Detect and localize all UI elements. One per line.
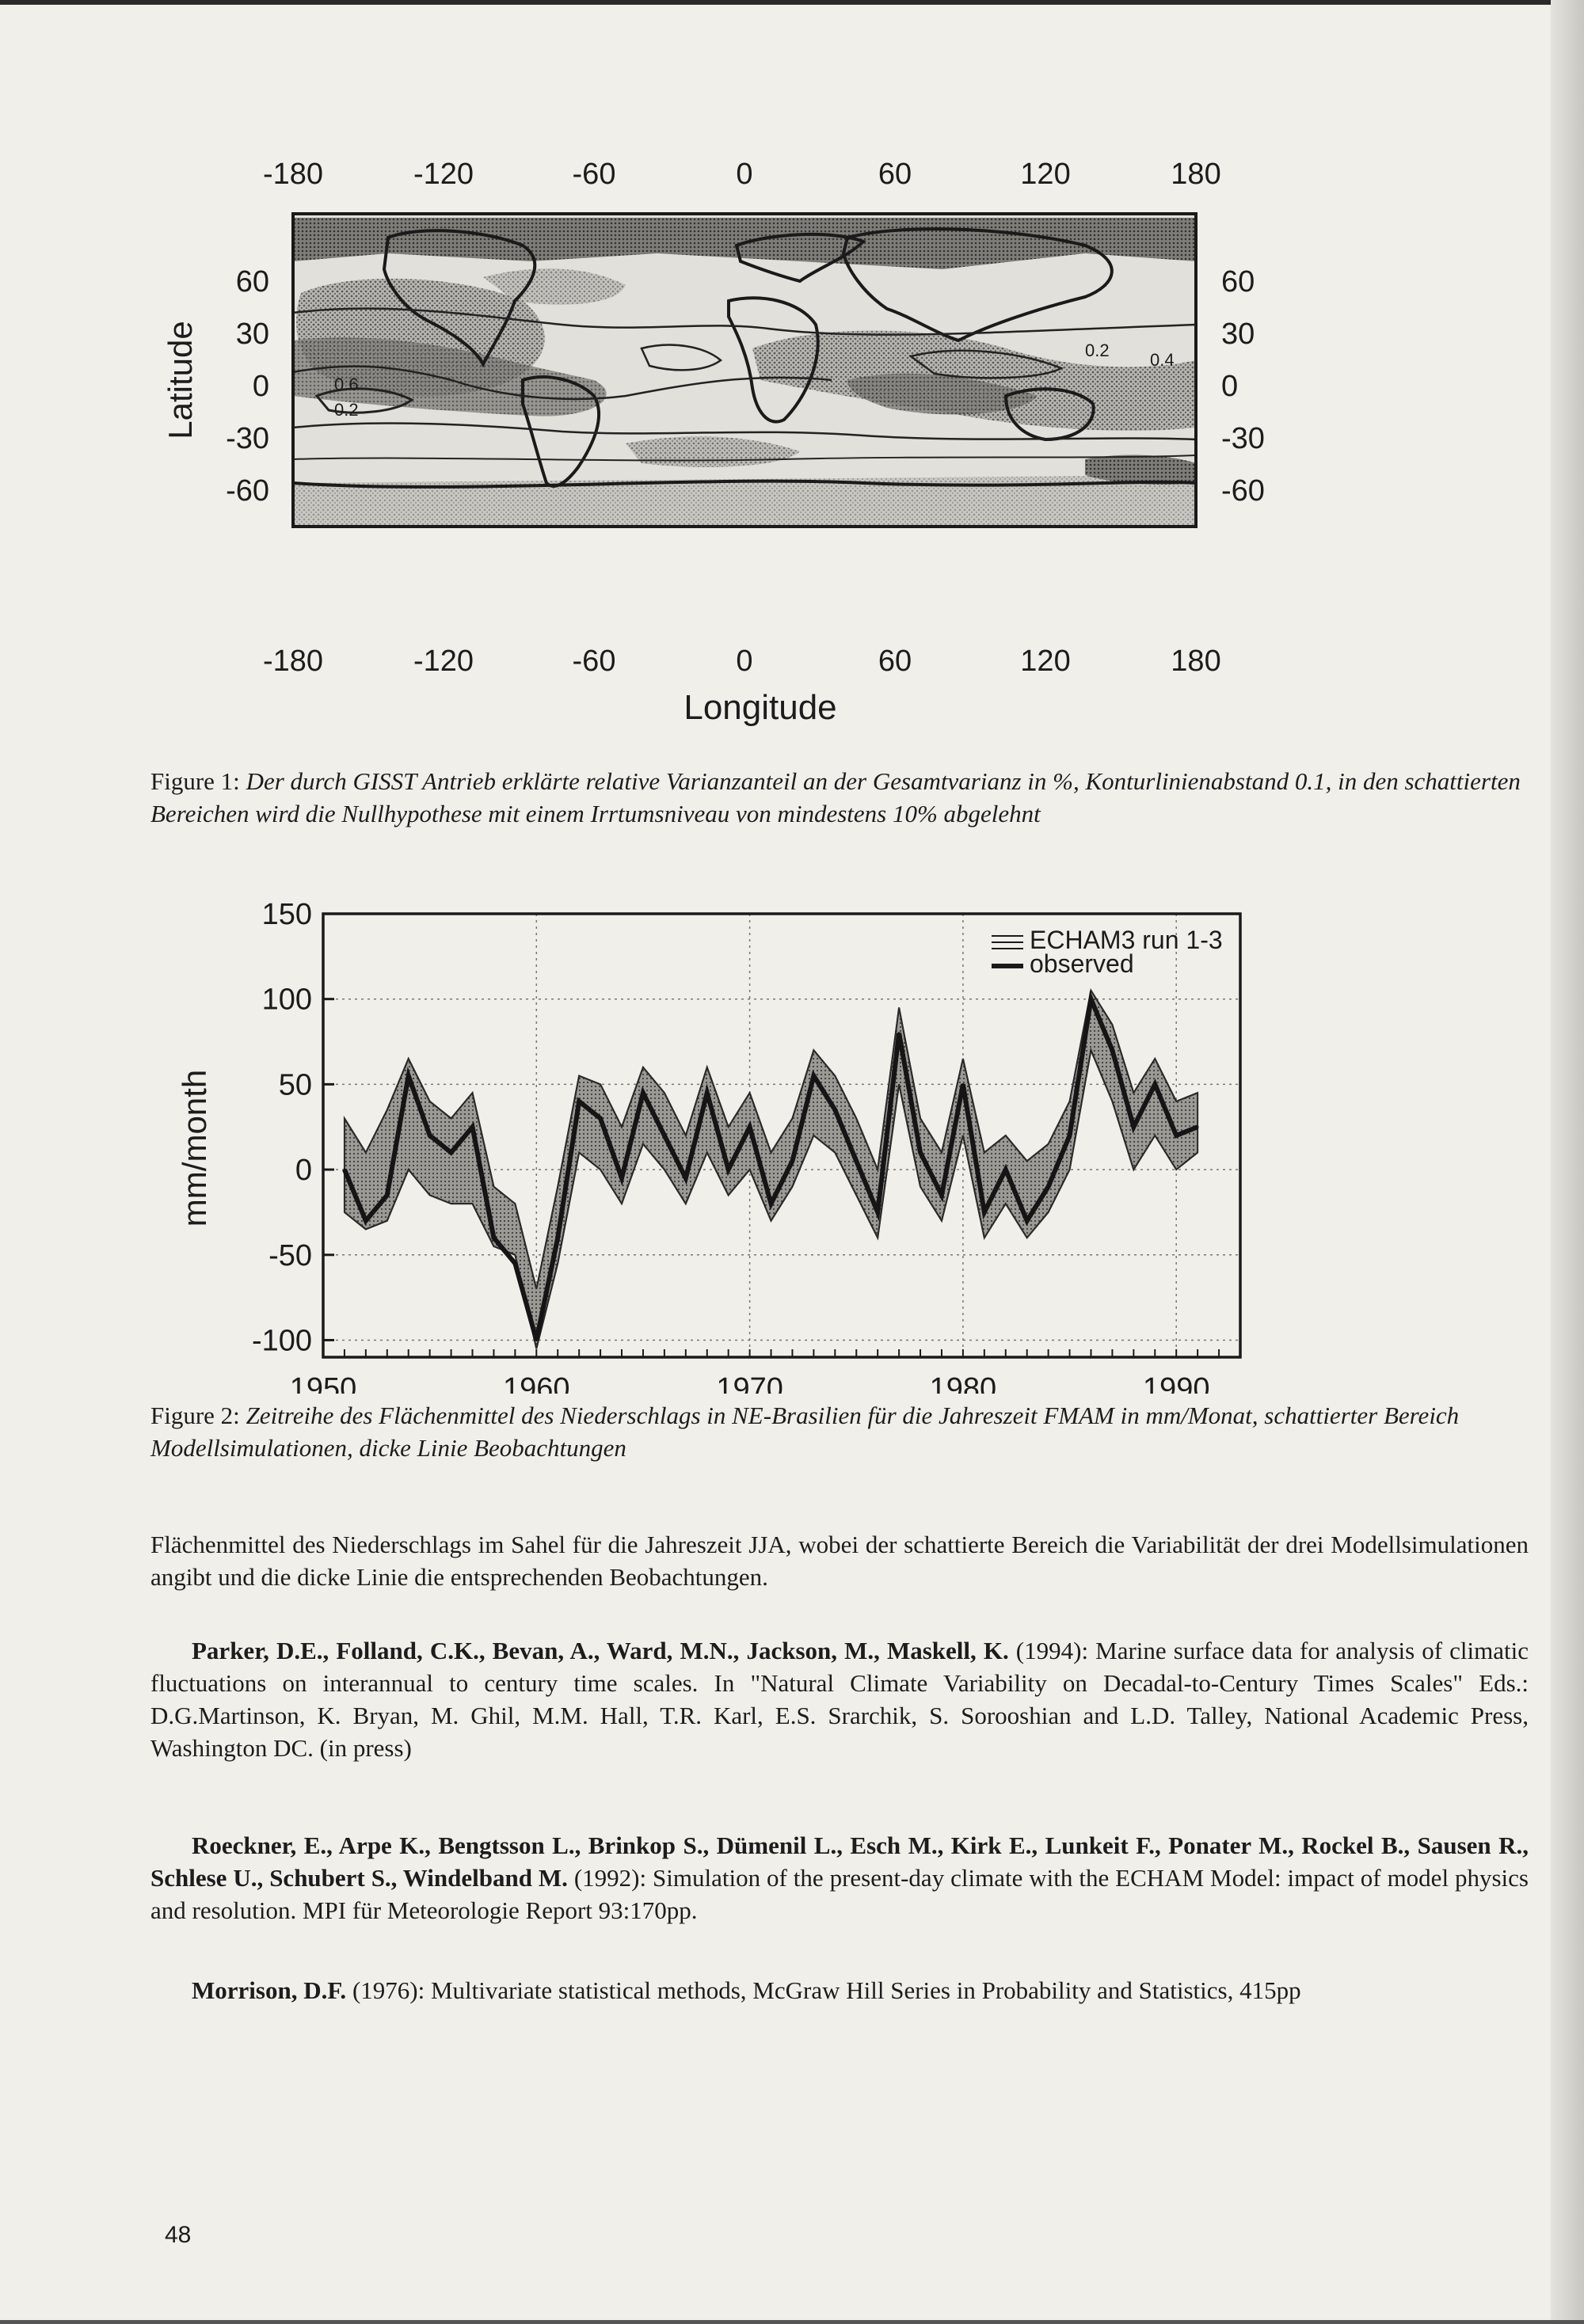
legend-label-model: ECHAM3 run 1-3 <box>1030 926 1223 954</box>
map-bottom-tick: 180 <box>1171 645 1221 678</box>
x-tick-label: 1970 <box>716 1372 783 1394</box>
observed-point <box>961 1083 964 1086</box>
map-top-tick: 180 <box>1171 158 1221 191</box>
map-svg <box>150 143 1402 752</box>
observed-point <box>877 1211 879 1213</box>
reference-details: (1976): Multivariate statistical methods, McGraw Hill Series in Probability and Statistics, 415pp <box>346 1976 1301 2004</box>
map-top-tick: 120 <box>1020 158 1071 191</box>
figure-1-map <box>150 143 1402 752</box>
body-paragraph: Flächenmittel des Niederschlags im Sahel für die Jahreszeit JJA, wobei der schattierte Bereich die Variabilität der drei Modellsimulationen angibt und die dicke Linie die entsprechenden Beobachtungen. <box>150 1531 1529 1591</box>
map-body <box>293 214 1196 527</box>
contour-label: 0.4 <box>1150 350 1175 370</box>
chart-y-label: mm/month <box>176 1069 213 1227</box>
observed-point <box>1047 1185 1049 1188</box>
observed-point <box>1004 1169 1007 1171</box>
page-number: 48 <box>165 2222 192 2248</box>
observed-point <box>407 1075 409 1077</box>
map-top-tick: -60 <box>572 158 616 191</box>
observed-point <box>813 1075 815 1077</box>
y-tick-label: -50 <box>268 1238 312 1272</box>
observed-point <box>514 1262 516 1265</box>
observed-point <box>727 1169 729 1171</box>
map-right-tick: -60 <box>1221 474 1265 508</box>
observed-point <box>578 1100 581 1102</box>
map-bottom-tick: -60 <box>572 645 616 678</box>
y-tick-labels <box>252 898 312 1357</box>
x-tick-label: 1960 <box>503 1372 570 1394</box>
observed-point <box>493 1237 495 1239</box>
map-right-ticks <box>1221 265 1265 508</box>
scan-top-edge <box>0 0 1584 5</box>
observed-point <box>898 1032 901 1034</box>
map-x-label: Longitude <box>683 688 837 727</box>
figure-2-caption <box>150 1399 1529 1464</box>
observed-point <box>600 1117 602 1120</box>
map-right-tick: 60 <box>1221 265 1255 299</box>
legend-label-observed: observed <box>1030 949 1134 978</box>
map-right-tick: -30 <box>1221 422 1265 455</box>
map-top-tick: -120 <box>413 158 474 191</box>
observed-point <box>684 1177 687 1179</box>
y-tick-label: 50 <box>278 1068 312 1102</box>
map-bottom-tick: -120 <box>413 645 474 678</box>
x-tick-label: 1990 <box>1142 1372 1210 1394</box>
map-left-tick: -60 <box>226 474 269 508</box>
figure-1-caption-label: Figure 1: <box>150 767 240 795</box>
reference-entry <box>150 1634 1529 1764</box>
chart-legend <box>992 926 1223 978</box>
y-tick-label: -100 <box>251 1324 312 1358</box>
reference-authors: Morrison, D.F. <box>192 1976 347 2004</box>
observed-point <box>1154 1083 1156 1086</box>
observed-point <box>834 1109 836 1111</box>
map-left-ticks <box>226 265 269 508</box>
observed-point <box>748 1126 751 1128</box>
map-top-tick: -180 <box>262 158 324 191</box>
observed-point <box>791 1160 794 1162</box>
observed-point <box>1026 1219 1028 1222</box>
map-right-tick: 30 <box>1221 318 1255 351</box>
observed-point <box>920 1151 922 1154</box>
observed-point <box>428 1135 431 1137</box>
y-tick-label: 150 <box>261 898 312 931</box>
observed-point <box>1068 1135 1071 1137</box>
reference-entry <box>150 1829 1529 1927</box>
map-bottom-ticks <box>263 645 1221 678</box>
map-left-tick: 0 <box>252 370 269 403</box>
reference-authors: Roeckner, E., Arpe K., Bengtsson L., Brinkop S., Dümenil L., Esch M., Kirk E., Lunkeit F., Ponater M., Rockel B., Sausen R., Schlese U., Schubert S., Windelband M. <box>150 1831 1529 1892</box>
observed-point <box>364 1219 367 1222</box>
model-band <box>345 991 1198 1348</box>
map-top-tick: 0 <box>736 158 753 191</box>
x-tick-labels <box>290 1372 1210 1394</box>
map-bottom-tick: 120 <box>1020 645 1071 678</box>
x-tick-label: 1950 <box>289 1372 357 1394</box>
map-bottom-tick: 60 <box>878 645 912 678</box>
figure-2-chart <box>150 887 1386 1394</box>
observed-point <box>1197 1126 1199 1128</box>
map-left-tick: 60 <box>235 265 269 299</box>
observed-point <box>343 1169 345 1171</box>
observed-point <box>1133 1126 1135 1128</box>
observed-point <box>770 1203 772 1205</box>
scan-right-edge <box>1551 0 1584 2324</box>
map-bottom-tick: -180 <box>262 645 324 678</box>
observed-point <box>1111 1049 1114 1052</box>
observed-point <box>1175 1135 1178 1137</box>
x-tick-label: 1980 <box>929 1372 997 1394</box>
contour-label: 0.6 <box>334 375 359 394</box>
chart-svg <box>150 887 1386 1394</box>
map-bottom-tick: 0 <box>736 645 753 678</box>
map-left-tick: 30 <box>235 318 269 351</box>
figure-1-caption <box>150 765 1529 830</box>
observed-point <box>940 1194 942 1196</box>
observed-point <box>706 1092 708 1094</box>
observed-point <box>535 1339 538 1341</box>
observed-point <box>663 1135 665 1137</box>
figure-2-caption-label: Figure 2: <box>150 1402 240 1429</box>
observed-point <box>557 1237 559 1239</box>
map-top-ticks <box>263 158 1221 191</box>
figure-1-caption-text: Der durch GISST Antrieb erklärte relative Varianzanteil an der Gesamtvarianz in %, Konturlinienabstand 0.1, in den schattierten Bereichen wird die Nullhypothese mit einem Irrtumsniveau von mindestens 10% abgelehnt <box>150 767 1521 827</box>
observed-point <box>471 1126 474 1128</box>
contour-label: 0.2 <box>1085 340 1110 360</box>
contour-label: 0.2 <box>334 400 359 420</box>
reference-entry <box>150 1974 1529 2006</box>
scan-bottom-edge <box>0 2320 1584 2324</box>
reference-details: (1992): Simulation of the present-day climate with the ECHAM Model: impact of model physics and resolution. MPI für Meteorologie Report 93:170pp. <box>150 1864 1529 1924</box>
observed-point <box>642 1092 644 1094</box>
map-right-tick: 0 <box>1221 370 1239 403</box>
map-left-tick: -30 <box>226 422 269 455</box>
reference-authors: Parker, D.E., Folland, C.K., Bevan, A., Ward, M.N., Jackson, M., Maskell, K. <box>192 1637 1009 1664</box>
y-tick-label: 0 <box>295 1154 312 1188</box>
y-tick-label: 100 <box>261 983 312 1017</box>
map-top-tick: 60 <box>878 158 912 191</box>
observed-point <box>983 1211 985 1213</box>
observed-point <box>855 1160 858 1162</box>
observed-point <box>386 1194 388 1196</box>
map-y-label: Latitude <box>162 321 199 439</box>
reference-details: (1994): Marine surface data for analysis of climatic fluctuations on interannual to century time scales. In "Natural Climate Variability on Decadal-to-Century Times Scales" Eds.: D.G.Martinson, K. Bryan, M. Ghil, M.M. Hall, T.R. Karl, E.S. Srarchik, S. Sorooshian and L.D. Talley, National Academic Press, Washington DC. (in press) <box>150 1637 1529 1762</box>
figure-2-caption-text: Zeitreihe des Flächenmittel des Niederschlags in NE-Brasilien für die Jahreszeit FMAM in mm/Monat, schattierter Bereich Modellsimulationen, dicke Linie Beobachtungen <box>150 1402 1460 1462</box>
observed-point <box>1090 998 1092 1000</box>
observed-point <box>450 1151 452 1154</box>
observed-point <box>621 1177 623 1179</box>
